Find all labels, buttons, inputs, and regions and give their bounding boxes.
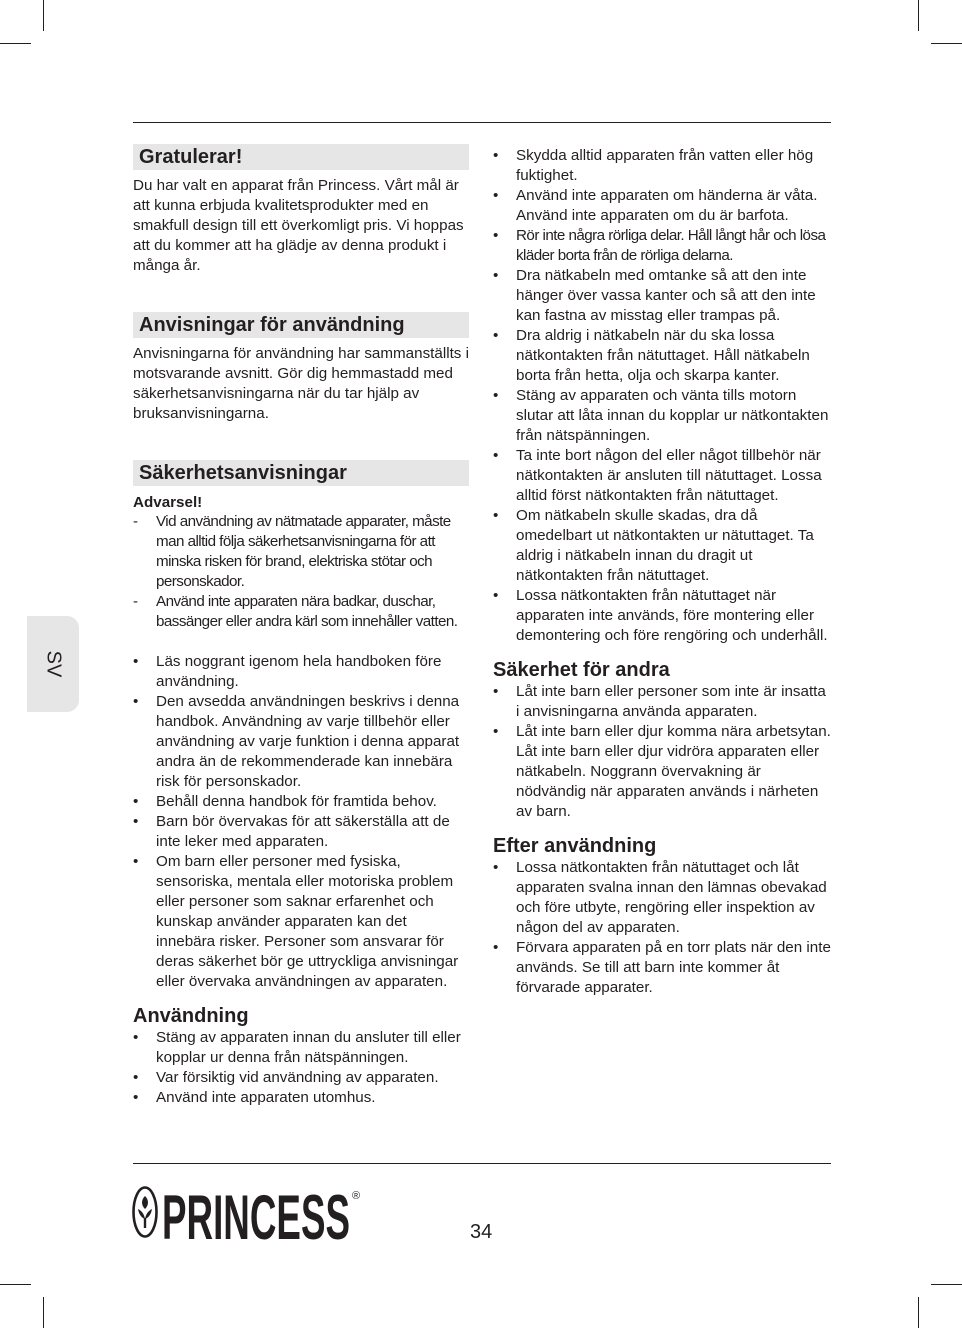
after-use-bullet-list — [493, 858, 831, 998]
section-heading-safety: Säkerhetsanvisningar — [133, 460, 469, 486]
language-tab-label: SV — [42, 650, 65, 678]
bottom-rule — [133, 1163, 831, 1164]
list-item: • Lossa nätkontakten från nätuttaget när apparaten inte används, före montering eller demontering och före rengöring och underhåll. — [493, 587, 828, 644]
crop-mark — [918, 0, 919, 31]
list-item: - Vid användning av nätmatade apparater, måste man alltid följa säkerhetsanvisningarna för att minska risken för brand, elektriska stötar och personskador. — [133, 513, 451, 590]
bullet-marker: • — [133, 653, 139, 670]
bullet-marker: • — [133, 1069, 139, 1086]
crop-mark — [918, 1297, 919, 1328]
warning-label: Advarsel! — [133, 494, 203, 511]
list-item: • Ta inte bort någon del eller något tillbehör när nätkontakten är ansluten till nätuttaget. Lossa alltid först nätkontakten från nätuttaget. — [493, 447, 822, 504]
princess-logo-graphic — [132, 1185, 362, 1243]
section-heading-use: Användning — [133, 1005, 249, 1027]
bullet-marker: • — [133, 813, 139, 830]
princess-logo — [132, 1185, 362, 1248]
list-item: • Den avsedda användningen beskrivs i denna handbok. Användning av varje tillbehör eller användning av varje funktion i denna apparat andra än de rekommenderade kan innebära risk för personskador. — [133, 693, 460, 790]
crop-mark — [931, 1284, 962, 1285]
list-item: • Använd inte apparaten utomhus. — [133, 1089, 376, 1106]
usage-instructions-paragraph: Anvisningarna för användning har sammanställts i motsvarande avsnitt. Gör dig hemmastadd med säkerhetsanvisningarna när du tar hjälp av bruksanvisningarna. — [133, 345, 469, 422]
page-number: 34 — [470, 1221, 493, 1243]
bullet-marker: • — [133, 693, 139, 710]
crop-mark — [0, 1284, 31, 1285]
bullet-marker: • — [493, 227, 499, 244]
crop-mark — [43, 1297, 44, 1328]
bullet-marker: • — [493, 723, 499, 740]
warning-dash-list — [133, 512, 469, 632]
bullet-marker: • — [493, 587, 499, 604]
list-item: • Skydda alltid apparaten från vatten eller hög fuktighet. — [493, 147, 814, 184]
bullet-marker: • — [133, 853, 139, 870]
top-rule — [133, 122, 831, 123]
language-tab — [27, 616, 79, 712]
list-item: • Dra nätkabeln med omtanke så att den inte hänger över vassa kanter och så att den inte kan fastna av misstag eller trampas på. — [493, 267, 816, 324]
list-item: • Låt inte barn eller personer som inte är insatta i anvisningarna använda apparaten. — [493, 683, 826, 720]
list-item: • Behåll denna handbok för framtida behov. — [133, 793, 437, 810]
section-heading-congrats: Gratulerar! — [133, 144, 469, 170]
use-continued-bullet-list — [493, 146, 831, 646]
bullet-marker: • — [493, 683, 499, 700]
bullet-marker: • — [133, 1089, 139, 1106]
others-safety-bullet-list — [493, 682, 831, 822]
list-item: • Var försiktig vid användning av apparaten. — [133, 1069, 439, 1086]
left-column — [133, 144, 469, 1108]
crop-mark — [43, 0, 44, 31]
section-heading-others-safety: Säkerhet för andra — [493, 659, 670, 681]
list-item: • Rör inte några rörliga delar. Håll långt hår och lösa kläder borta från de rörliga delarna. — [493, 227, 826, 264]
bullet-marker: • — [493, 507, 499, 524]
dash-marker: - — [133, 593, 139, 610]
section-heading-usage-instructions: Anvisningar för användning — [133, 312, 469, 338]
intro-paragraph: Du har valt en apparat från Princess. Vårt mål är att kunna erbjuda kvalitetsprodukter med en smakfull design till ett överkomligt pris. Vi hoppas att du kommer att ha glädje av denna produkt i många år. — [133, 177, 464, 274]
list-item: - Använd inte apparaten nära badkar, duschar, bassänger eller andra kärl som innehåller vatten. — [133, 593, 458, 630]
dash-marker: - — [133, 513, 139, 530]
safety-bullet-list — [133, 652, 469, 992]
list-item: • Låt inte barn eller djur komma nära arbetsytan. Låt inte barn eller djur vidröra apparaten eller nätkabeln. Noggrann övervakning är nödvändig när apparaten används i närheten av barn. — [493, 723, 831, 820]
list-item: • Om nätkabeln skulle skadas, dra då omedelbart ut nätkontakten ur nätuttaget. Ta aldrig i nätkabeln innan du dragit ut nätkontakten från nätuttaget. — [493, 507, 814, 584]
bullet-marker: • — [493, 939, 499, 956]
bullet-marker: • — [493, 859, 499, 876]
right-column — [493, 146, 831, 998]
bullet-marker: • — [493, 147, 499, 164]
list-item: • Om barn eller personer med fysiska, sensoriska, mentala eller motoriska problem eller personer som saknar erfarenhet och kunskap använder apparaten kan det innebära risker. Personer som ansvarar för deras säkerhet bör ge uttryckliga anvisningar eller övervaka användningen av apparaten. — [133, 853, 459, 990]
bullet-marker: • — [133, 1029, 139, 1046]
list-item: • Barn bör övervakas för att säkerställa att de inte leker med apparaten. — [133, 813, 450, 850]
bullet-marker: • — [133, 793, 139, 810]
list-item: • Läs noggrant igenom hela handboken före användning. — [133, 653, 442, 690]
list-item: • Använd inte apparaten om händerna är våta. Använd inte apparaten om du är barfota. — [493, 187, 818, 224]
crop-mark — [0, 43, 31, 44]
list-item: • Lossa nätkontakten från nätuttaget och låt apparaten svalna innan den lämnas obevakad och före utbyte, rengöring eller inspektion av någon del av apparaten. — [493, 859, 827, 936]
list-item: • Dra aldrig i nätkabeln när du ska lossa nätkontakten från nätuttaget. Håll nätkabeln borta från hetta, olja och skarpa kanter. — [493, 327, 810, 384]
use-bullet-list — [133, 1028, 469, 1108]
section-heading-after-use: Efter användning — [493, 835, 657, 857]
list-item: • Stäng av apparaten och vänta tills motorn slutar att låta innan du kopplar ur nätkontakten från nätspänningen. — [493, 387, 829, 444]
svg-text:PRINCESS: PRINCESS — [162, 1185, 350, 1243]
crop-mark — [931, 43, 962, 44]
list-item: • Stäng av apparaten innan du ansluter till eller kopplar ur denna från nätspänningen. — [133, 1029, 461, 1066]
bullet-marker: • — [493, 327, 499, 344]
list-item: • Förvara apparaten på en torr plats när den inte används. Se till att barn inte kommer åt förvarade apparater. — [493, 939, 831, 996]
bullet-marker: • — [493, 267, 499, 284]
svg-text:®: ® — [352, 1190, 361, 1202]
bullet-marker: • — [493, 187, 499, 204]
bullet-marker: • — [493, 447, 499, 464]
bullet-marker: • — [493, 387, 499, 404]
